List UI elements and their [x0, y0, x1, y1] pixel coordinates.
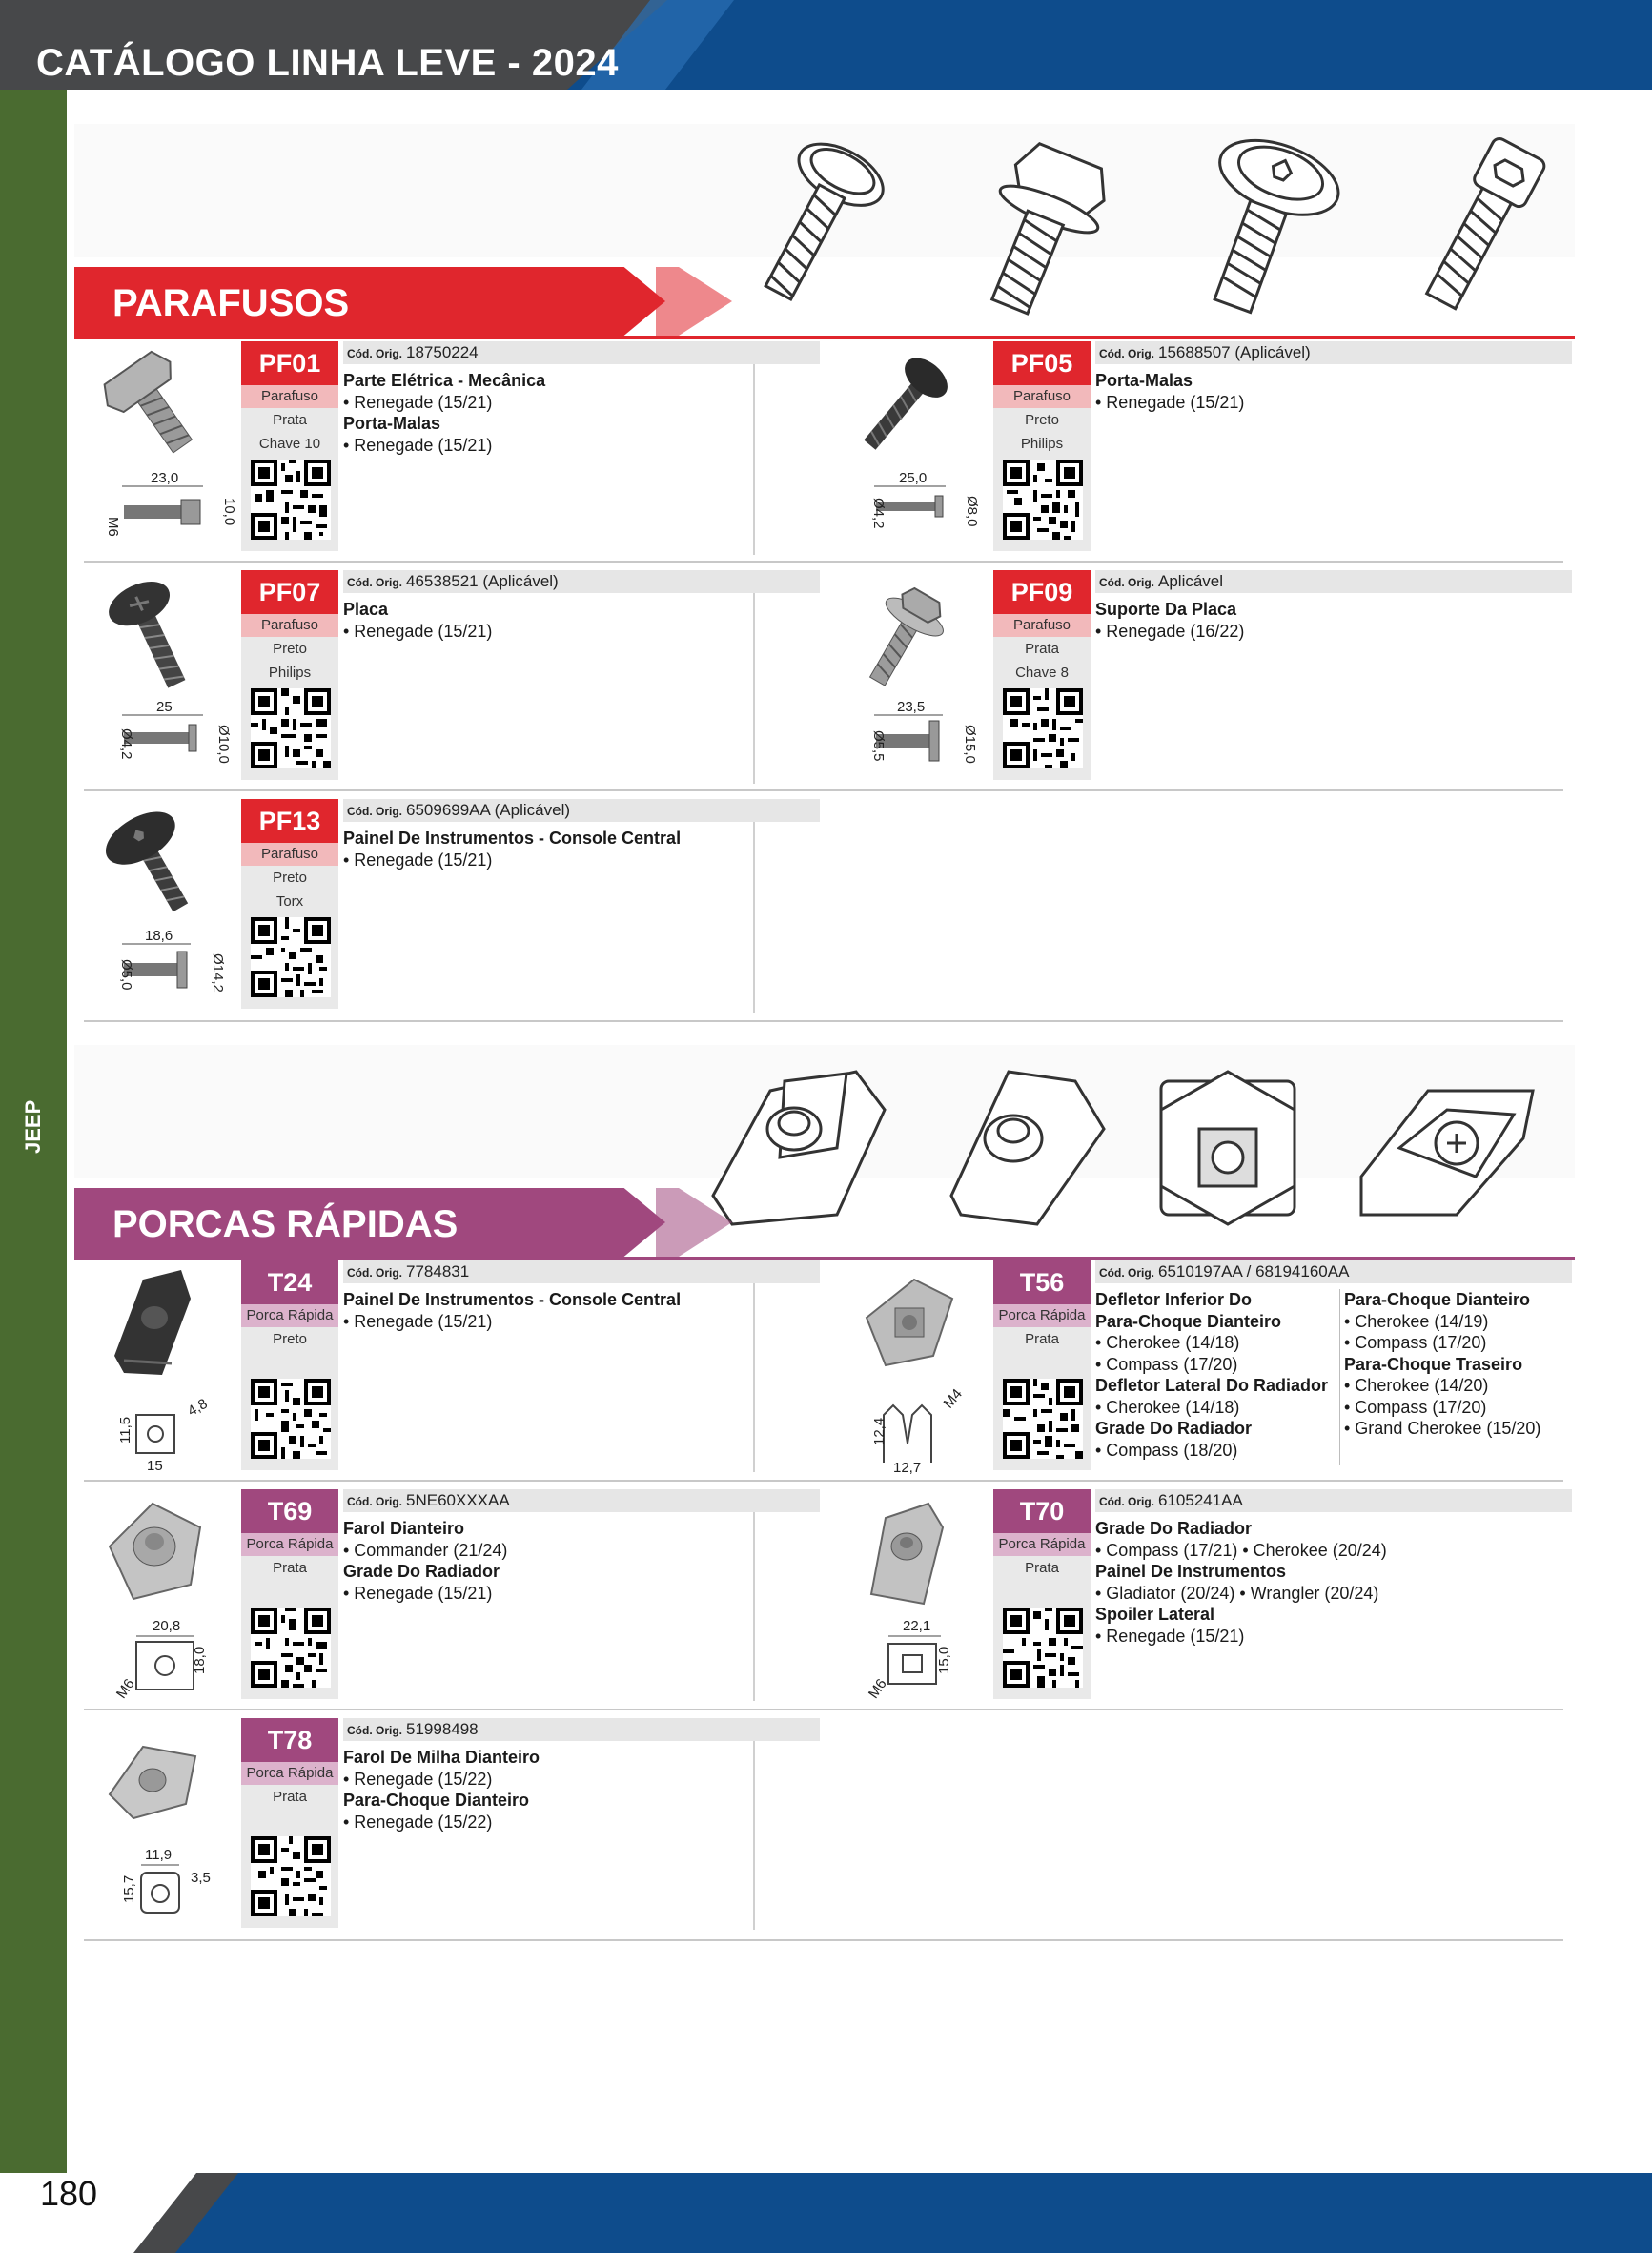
- orig-code-value: 15688507 (Aplicável): [1158, 343, 1311, 361]
- product-code: PF13: [241, 799, 338, 843]
- product-code-box: [241, 1489, 338, 1699]
- qr-code-icon[interactable]: [251, 917, 331, 997]
- app-heading: Grade Do Radiador: [343, 1562, 500, 1581]
- product-code: T78: [241, 1718, 338, 1762]
- qr-code-icon[interactable]: [1003, 1608, 1083, 1688]
- product-card-t24[interactable]: [76, 1257, 820, 1476]
- orig-code-value: 6509699AA (Aplicável): [406, 801, 571, 819]
- app-heading: Placa: [343, 600, 389, 619]
- orig-code-label: Cód. Orig.: [347, 1495, 402, 1508]
- app-item: • Gladiator (20/24) • Wrangler (20/24): [1095, 1583, 1379, 1603]
- app-heading: Spoiler Lateral: [1095, 1605, 1215, 1624]
- product-attr: Prata: [1025, 1560, 1059, 1576]
- app-item: • Commander (21/24): [343, 1540, 508, 1560]
- app-item: • Renegade (15/21): [1095, 392, 1245, 412]
- product-type: Parafuso: [241, 385, 338, 408]
- app-item: • Renegade (15/21): [343, 621, 493, 641]
- orig-code-value: 6105241AA: [1158, 1491, 1243, 1509]
- product-attr: Preto: [1025, 412, 1059, 428]
- parafusos-banner-shadow: [656, 267, 732, 336]
- page-number: 180: [40, 2174, 98, 2213]
- row-divider: [84, 1480, 1563, 1482]
- dim-length: 25,0: [899, 470, 928, 486]
- product-code-box: [241, 341, 338, 551]
- original-code-bar: [1095, 1489, 1572, 1512]
- product-code: T70: [993, 1489, 1091, 1533]
- original-code-bar: [343, 799, 820, 822]
- hero-screw-hex-flange-image: [951, 132, 1132, 322]
- page-header: [0, 0, 1652, 90]
- dim-length: 23,5: [897, 699, 926, 715]
- row-divider: [84, 1709, 1563, 1710]
- application-list-column-2: [1339, 1289, 1587, 1465]
- dim-length: 23,0: [151, 470, 179, 486]
- section-parafusos: [74, 124, 1575, 343]
- orig-code-value: 5NE60XXXAA: [406, 1491, 510, 1509]
- application-list: [343, 1518, 820, 1604]
- dim-length: 20,8: [153, 1618, 181, 1634]
- dim-thread: M4: [940, 1385, 966, 1412]
- dim-width: 4,8: [185, 1395, 211, 1420]
- orig-code-value: 7784831: [406, 1262, 470, 1280]
- screw-photo: [95, 341, 210, 465]
- dim-thread: Ø5,5: [870, 730, 887, 762]
- product-attr: Preto: [273, 1331, 307, 1347]
- dimension-drawing: [84, 1386, 227, 1472]
- dim-thread: M6: [112, 1675, 138, 1702]
- product-code-box: [993, 1489, 1091, 1699]
- dimension-drawing: [836, 696, 979, 782]
- application-list: [1095, 599, 1572, 642]
- product-card-pf01[interactable]: [76, 338, 820, 557]
- app-heading: Painel De Instrumentos - Console Central: [343, 829, 682, 848]
- app-heading: Para-Choque Dianteiro: [343, 1791, 530, 1810]
- hero-screw-torx-washer-image: [723, 132, 904, 322]
- product-card-t78[interactable]: [76, 1714, 820, 1934]
- app-heading: Porta-Malas: [1095, 371, 1193, 390]
- product-type: Parafuso: [241, 843, 338, 866]
- app-heading: Defletor Lateral Do Radiador: [1095, 1376, 1329, 1395]
- dimension-drawing: [84, 1844, 227, 1930]
- app-heading: Defletor Inferior Do: [1095, 1290, 1253, 1309]
- product-code: PF05: [993, 341, 1091, 385]
- hero-nut-clip-image: [694, 1053, 904, 1243]
- product-code: PF01: [241, 341, 338, 385]
- dim-length: 18,6: [145, 928, 173, 944]
- app-heading: Painel De Instrumentos: [1095, 1562, 1287, 1581]
- original-code-bar: [343, 1718, 820, 1741]
- orig-code-value: 46538521 (Aplicável): [406, 572, 559, 590]
- product-attr: Chave 8: [1015, 665, 1069, 681]
- orig-code-label: Cód. Orig.: [347, 1724, 402, 1737]
- dim-length: 15: [147, 1458, 163, 1474]
- dim-thread: Ø4,2: [118, 728, 134, 760]
- dim-width: 12,7: [893, 1460, 922, 1476]
- product-code: T56: [993, 1260, 1091, 1304]
- dim-length: 25: [156, 699, 173, 715]
- orig-code-label: Cód. Orig.: [1099, 347, 1154, 360]
- orig-code-label: Cód. Orig.: [347, 347, 402, 360]
- screw-photo: [95, 570, 210, 694]
- application-list: [343, 828, 820, 870]
- app-item: • Compass (17/20): [1095, 1354, 1238, 1374]
- product-type: Porca Rápida: [241, 1762, 338, 1785]
- original-code-bar: [1095, 1260, 1572, 1283]
- application-list: [1095, 1518, 1572, 1647]
- screw-photo: [847, 570, 962, 694]
- app-heading: Farol Dianteiro: [343, 1519, 465, 1538]
- app-item: • Compass (18/20): [1095, 1440, 1238, 1460]
- app-item: • Cherokee (14/20): [1344, 1376, 1489, 1395]
- dimension-drawing: [84, 696, 232, 782]
- app-heading: Painel De Instrumentos - Console Central: [343, 1290, 682, 1309]
- dimension-drawing: [836, 1615, 979, 1701]
- qr-code-icon[interactable]: [251, 460, 331, 540]
- catalog-title: CATÁLOGO LINHA LEVE - 2024: [36, 42, 619, 84]
- app-heading: Para-Choque Dianteiro: [1344, 1290, 1531, 1309]
- product-attr: Prata: [273, 1789, 307, 1805]
- porcas-title: PORCAS RÁPIDAS: [112, 1203, 459, 1245]
- app-item: • Renegade (15/21): [343, 1311, 493, 1331]
- app-heading: Parte Elétrica - Mecânica: [343, 371, 546, 390]
- brand-side-label: JEEP: [21, 1099, 45, 1154]
- dim-thread: M6: [105, 517, 121, 537]
- orig-code-label: Cód. Orig.: [347, 576, 402, 589]
- app-item: • Renegade (15/22): [343, 1812, 493, 1832]
- dimension-drawing: [836, 467, 979, 553]
- qr-code-icon[interactable]: [251, 1608, 331, 1688]
- dim-thread: M6: [865, 1675, 890, 1702]
- nut-clip-photo: [95, 1718, 210, 1842]
- app-item: • Renegade (16/22): [1095, 621, 1245, 641]
- product-type: Porca Rápida: [241, 1533, 338, 1556]
- qr-code-icon[interactable]: [251, 1379, 331, 1459]
- original-code-bar: [343, 341, 820, 364]
- nut-clip-photo: [95, 1260, 210, 1384]
- row-divider: [84, 561, 1563, 563]
- app-heading: Farol De Milha Dianteiro: [343, 1748, 540, 1767]
- product-code: PF09: [993, 570, 1091, 614]
- screw-photo: [95, 799, 210, 923]
- dim-thread: Ø4,2: [870, 498, 887, 529]
- row-divider: [84, 789, 1563, 791]
- product-attr: Prata: [273, 1560, 307, 1576]
- app-item: • Grand Cherokee (15/20): [1344, 1419, 1541, 1438]
- application-list: [343, 1289, 820, 1332]
- product-attr: Prata: [273, 412, 307, 428]
- original-code-bar: [343, 1260, 820, 1283]
- screw-photo: [847, 341, 962, 465]
- dim-height: 11,5: [117, 1416, 133, 1444]
- application-list: [1095, 370, 1572, 413]
- app-heading: Para-Choque Traseiro: [1344, 1354, 1523, 1374]
- product-attr: Preto: [273, 641, 307, 657]
- product-attr: Preto: [273, 870, 307, 886]
- app-item: • Cherokee (14/19): [1344, 1311, 1489, 1331]
- product-attr: Chave 10: [258, 436, 321, 452]
- app-item: • Cherokee (14/18): [1095, 1333, 1240, 1352]
- app-heading: Porta-Malas: [343, 414, 441, 433]
- original-code-bar: [343, 1489, 820, 1512]
- product-code: T24: [241, 1260, 338, 1304]
- product-card-pf13[interactable]: [76, 795, 820, 1014]
- product-type: Porca Rápida: [993, 1304, 1091, 1327]
- qr-code-icon[interactable]: [251, 688, 331, 768]
- product-card-pf07[interactable]: [76, 566, 820, 786]
- app-item: • Renegade (15/21): [343, 392, 493, 412]
- dim-height: 12,4: [871, 1417, 887, 1445]
- nut-clip-photo: [847, 1260, 962, 1384]
- hero-screw-torx-flange-image: [1171, 132, 1352, 322]
- product-type: Parafuso: [993, 385, 1091, 408]
- original-code-bar: [343, 570, 820, 593]
- app-heading: Suporte Da Placa: [1095, 600, 1237, 619]
- app-item: • Renegade (15/22): [343, 1769, 493, 1789]
- product-code-box: [241, 1260, 338, 1470]
- product-card-t69[interactable]: [76, 1485, 820, 1705]
- app-item: • Compass (17/20): [1344, 1397, 1487, 1417]
- product-code-box: [993, 341, 1091, 551]
- app-item: • Renegade (15/21): [343, 435, 493, 455]
- product-attr: Prata: [1025, 641, 1059, 657]
- dim-head: Ø10,0: [215, 725, 232, 764]
- orig-code-value: 6510197AA / 68194160AA: [1158, 1262, 1350, 1280]
- application-list: [1095, 1289, 1343, 1461]
- original-code-bar: [1095, 341, 1572, 364]
- product-type: Porca Rápida: [993, 1533, 1091, 1556]
- product-type: Parafuso: [993, 614, 1091, 637]
- qr-code-icon[interactable]: [1003, 688, 1083, 768]
- dim-height: 18,0: [192, 1646, 208, 1674]
- product-attr: Prata: [1025, 1331, 1059, 1347]
- app-item: • Compass (17/20): [1344, 1333, 1487, 1352]
- orig-code-label: Cód. Orig.: [347, 1266, 402, 1280]
- row-divider: [84, 1939, 1563, 1941]
- dim-head: 10,0: [221, 498, 237, 526]
- app-heading: Para-Choque Dianteiro: [1095, 1311, 1282, 1331]
- dim-depth: 3,5: [191, 1870, 211, 1886]
- product-code: PF07: [241, 570, 338, 614]
- app-heading: Grade Do Radiador: [1095, 1519, 1253, 1538]
- dimension-drawing: [836, 1385, 979, 1476]
- application-list: [343, 599, 820, 642]
- qr-code-icon[interactable]: [1003, 1379, 1083, 1459]
- row-divider: [84, 1020, 1563, 1022]
- hero-screw-allen-image: [1390, 132, 1571, 322]
- product-code-box: [241, 799, 338, 1009]
- product-code-box: [241, 570, 338, 780]
- dim-height: 15,7: [121, 1874, 137, 1903]
- parafusos-title: PARAFUSOS: [112, 282, 350, 324]
- dimension-drawing: [84, 1615, 227, 1701]
- app-item: • Renegade (15/21): [1095, 1626, 1245, 1646]
- product-card-t56[interactable]: [828, 1257, 1572, 1476]
- orig-code-value: 18750224: [406, 343, 479, 361]
- dimension-drawing: [84, 925, 227, 1011]
- product-card-pf09[interactable]: [828, 566, 1572, 786]
- product-attr: Philips: [1020, 436, 1064, 452]
- product-code-box: [993, 1260, 1091, 1470]
- orig-code-value: 51998498: [406, 1720, 479, 1738]
- app-item: • Renegade (15/21): [343, 850, 493, 870]
- app-item: • Compass (17/21) • Cherokee (20/24): [1095, 1540, 1387, 1560]
- product-card-t70[interactable]: [828, 1485, 1572, 1705]
- page-footer: [0, 2173, 1652, 2253]
- qr-code-icon[interactable]: [251, 1836, 331, 1916]
- hero-nut-clip-image: [923, 1053, 1123, 1243]
- dim-length: 22,1: [903, 1618, 931, 1634]
- application-list: [343, 1747, 820, 1833]
- product-attr: Philips: [268, 665, 312, 681]
- product-attr: Torx: [275, 893, 304, 910]
- dim-height: 15,0: [936, 1646, 952, 1674]
- dim-head: Ø8,0: [964, 496, 980, 527]
- dimension-drawing: [84, 467, 237, 553]
- product-card-pf05[interactable]: [828, 338, 1572, 557]
- dim-head: Ø14,2: [210, 953, 226, 993]
- app-item: • Cherokee (14/18): [1095, 1397, 1240, 1417]
- nut-clip-photo: [847, 1489, 962, 1613]
- application-list: [343, 370, 820, 456]
- section-porcas-rapidas: [74, 1045, 1575, 1264]
- dim-head: Ø15,0: [962, 725, 978, 764]
- nut-clip-photo: [95, 1489, 210, 1613]
- orig-code-label: Cód. Orig.: [1099, 576, 1154, 589]
- hero-cage-nut-image: [1132, 1053, 1323, 1243]
- dim-thread: Ø5,0: [118, 959, 134, 991]
- qr-code-icon[interactable]: [1003, 460, 1083, 540]
- original-code-bar: [1095, 570, 1572, 593]
- app-heading: Grade Do Radiador: [1095, 1419, 1253, 1438]
- hero-nut-clip-image: [1342, 1053, 1552, 1243]
- product-code: T69: [241, 1489, 338, 1533]
- orig-code-value: Aplicável: [1158, 572, 1224, 590]
- app-item: • Renegade (15/21): [343, 1583, 493, 1603]
- product-type: Parafuso: [241, 614, 338, 637]
- orig-code-label: Cód. Orig.: [1099, 1266, 1154, 1280]
- dim-width: 11,9: [145, 1847, 173, 1863]
- product-code-box: [241, 1718, 338, 1928]
- orig-code-label: Cód. Orig.: [1099, 1495, 1154, 1508]
- product-type: Porca Rápida: [241, 1304, 338, 1327]
- orig-code-label: Cód. Orig.: [347, 805, 402, 818]
- product-code-box: [993, 570, 1091, 780]
